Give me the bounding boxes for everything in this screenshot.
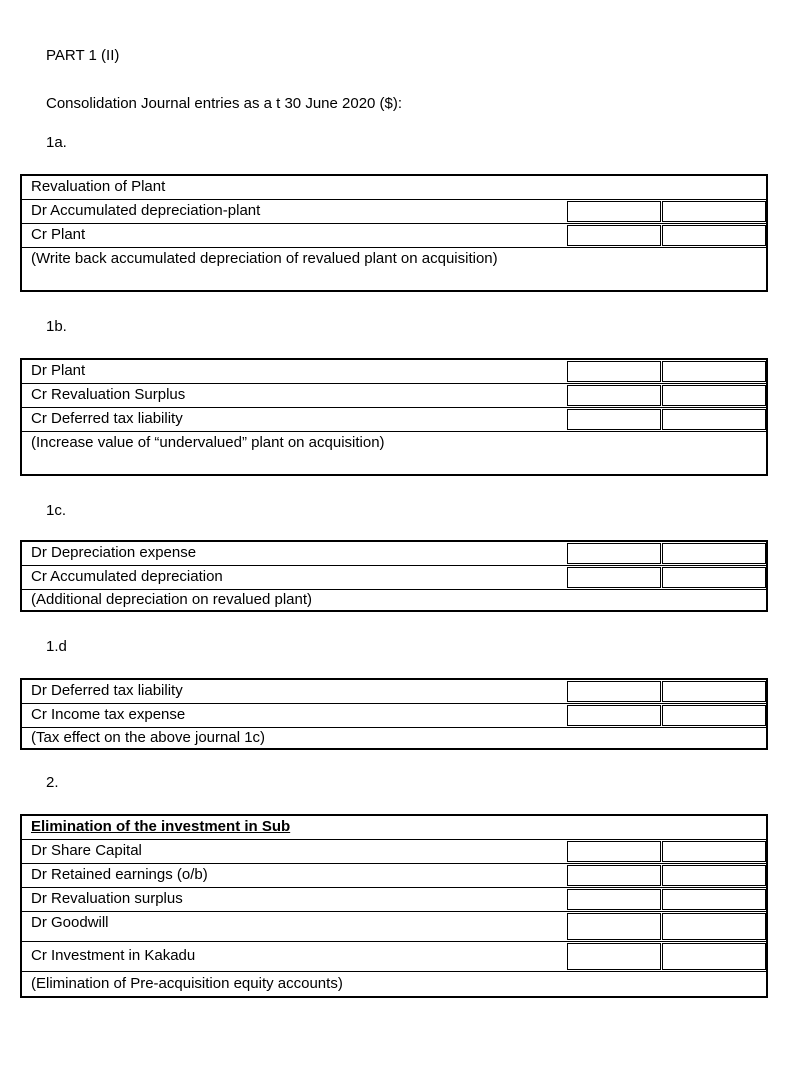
- journal-row: [22, 888, 766, 912]
- debit-cell[interactable]: [567, 681, 661, 702]
- row-account: Dr Depreciation expense: [31, 544, 197, 561]
- credit-cell[interactable]: [662, 913, 766, 940]
- debit-cell[interactable]: [567, 385, 661, 406]
- journal-row: [22, 816, 766, 840]
- journal-row: [22, 224, 766, 248]
- debit-cell[interactable]: [567, 361, 661, 382]
- journal-row: [22, 176, 766, 200]
- journal-row: [22, 384, 766, 408]
- entry-label-2: 2.: [46, 774, 59, 791]
- credit-cell[interactable]: [662, 865, 766, 886]
- row-narration: (Write back accumulated depreciation of revalued plant on acquisition): [31, 250, 498, 267]
- journal-row: [22, 360, 766, 384]
- journal-row: [22, 432, 766, 474]
- row-account: Dr Goodwill: [31, 914, 109, 931]
- journal-table-1a: [20, 174, 768, 292]
- debit-cell[interactable]: [567, 543, 661, 564]
- row-narration: (Elimination of Pre-acquisition equity accounts): [31, 975, 343, 992]
- journal-table-1c: [20, 540, 768, 612]
- credit-cell[interactable]: [662, 543, 766, 564]
- row-account: Cr Accumulated depreciation: [31, 568, 223, 585]
- journal-row: [22, 942, 766, 972]
- journal-row: [22, 728, 766, 748]
- credit-cell[interactable]: [662, 361, 766, 382]
- debit-cell[interactable]: [567, 225, 661, 246]
- debit-cell[interactable]: [567, 913, 661, 940]
- row-narration: (Increase value of “undervalued” plant on acquisition): [31, 434, 385, 451]
- row-narration: (Tax effect on the above journal 1c): [31, 729, 266, 746]
- debit-cell[interactable]: [567, 889, 661, 910]
- row-account: Dr Retained earnings (o/b): [31, 866, 208, 883]
- journal-row: [22, 972, 766, 998]
- journal-row: [22, 408, 766, 432]
- row-account: Cr Income tax expense: [31, 706, 186, 723]
- journal-row: [22, 248, 766, 290]
- debit-cell[interactable]: [567, 943, 661, 970]
- credit-cell[interactable]: [662, 201, 766, 222]
- row-account: Dr Deferred tax liability: [31, 682, 183, 699]
- credit-cell[interactable]: [662, 889, 766, 910]
- row-account: Cr Plant: [31, 226, 86, 243]
- page-heading: PART 1 (II): [46, 47, 120, 64]
- row-account: Dr Accumulated depreciation-plant: [31, 202, 261, 219]
- entry-label-1d: 1.d: [46, 638, 67, 655]
- debit-cell[interactable]: [567, 409, 661, 430]
- journal-row: [22, 840, 766, 864]
- row-account: Dr Share Capital: [31, 842, 142, 859]
- row-account: Cr Investment in Kakadu: [31, 947, 196, 964]
- credit-cell[interactable]: [662, 705, 766, 726]
- credit-cell[interactable]: [662, 841, 766, 862]
- journal-row: [22, 864, 766, 888]
- debit-cell[interactable]: [567, 841, 661, 862]
- journal-row: [22, 590, 766, 610]
- credit-cell[interactable]: [662, 681, 766, 702]
- debit-cell[interactable]: [567, 567, 661, 588]
- credit-cell[interactable]: [662, 567, 766, 588]
- entry-label-1b: 1b.: [46, 318, 67, 335]
- credit-cell[interactable]: [662, 409, 766, 430]
- intro-text: Consolidation Journal entries as a t 30 June 2020 ($):: [46, 95, 403, 112]
- entry-label-1c: 1c.: [46, 502, 67, 519]
- row-title: Revaluation of Plant: [31, 178, 166, 195]
- journal-row: [22, 542, 766, 566]
- journal-row: [22, 566, 766, 590]
- journal-row: [22, 680, 766, 704]
- row-account: Cr Deferred tax liability: [31, 410, 183, 427]
- journal-table-1d: [20, 678, 768, 750]
- entry-label-1a: 1a.: [46, 134, 67, 151]
- row-account: Cr Revaluation Surplus: [31, 386, 186, 403]
- credit-cell[interactable]: [662, 385, 766, 406]
- journal-row: [22, 704, 766, 728]
- debit-cell[interactable]: [567, 705, 661, 726]
- row-account: Dr Plant: [31, 362, 86, 379]
- journal-table-2: [20, 814, 768, 998]
- debit-cell[interactable]: [567, 201, 661, 222]
- journal-row: [22, 200, 766, 224]
- row-title: Elimination of the investment in Sub: [31, 818, 291, 835]
- credit-cell[interactable]: [662, 225, 766, 246]
- row-narration: (Additional depreciation on revalued plant): [31, 591, 313, 608]
- credit-cell[interactable]: [662, 943, 766, 970]
- journal-table-1b: [20, 358, 768, 476]
- row-account: Dr Revaluation surplus: [31, 890, 183, 907]
- debit-cell[interactable]: [567, 865, 661, 886]
- journal-row: [22, 912, 766, 942]
